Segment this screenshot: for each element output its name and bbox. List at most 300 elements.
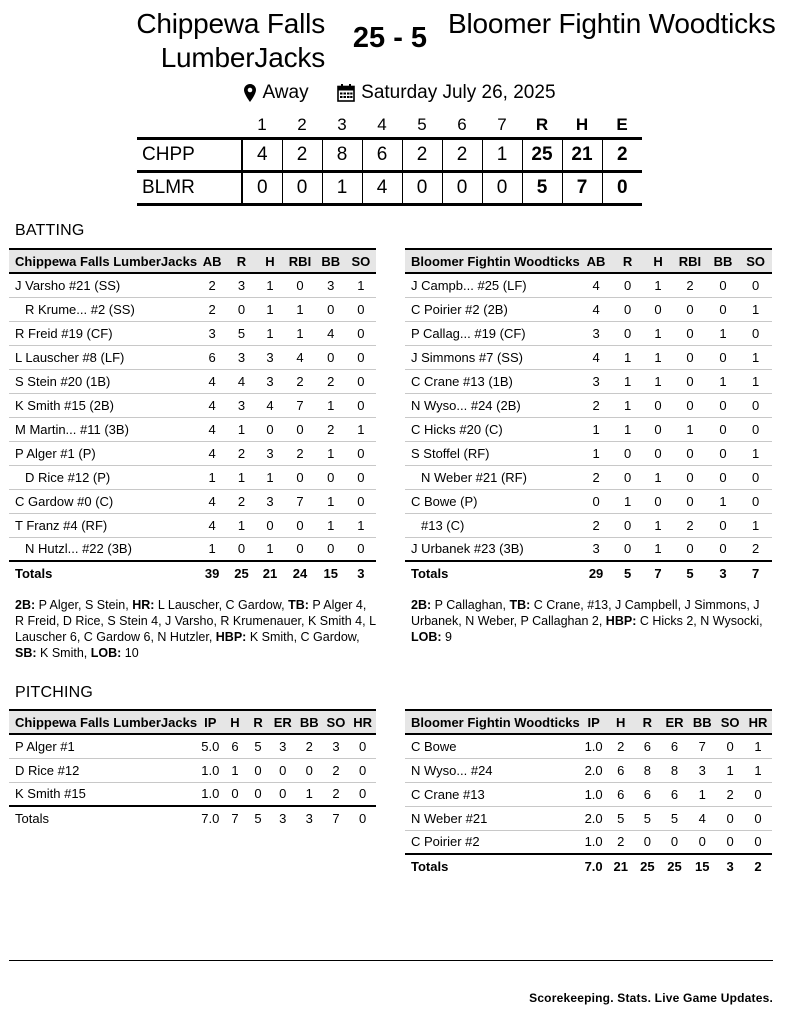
stat-cell: 2 [296, 734, 323, 758]
note-label: TB: [288, 598, 309, 612]
stat-cell: 3 [580, 369, 613, 393]
stat-cell: 1.0 [197, 758, 223, 782]
stat-cell: 2 [673, 273, 706, 297]
stat-cell: 2 [580, 513, 613, 537]
note-label: HBP: [605, 614, 637, 628]
game-date: Saturday July 26, 2025 [361, 82, 556, 103]
stat-cell: 1 [256, 273, 285, 297]
note-label: 2B: [411, 598, 432, 612]
stat-cell: 0 [673, 489, 706, 513]
stat-cell: 4 [688, 806, 716, 830]
stat-header: BB [296, 710, 323, 734]
player-name: L Lauscher #8 (LF) [9, 345, 197, 369]
stat-cell: 5.0 [197, 734, 223, 758]
total-cell: 7 [323, 806, 350, 830]
player-name: R Krume... #2 (SS) [9, 297, 197, 321]
stat-cell: 6 [223, 734, 246, 758]
stat-cell: 1 [316, 489, 346, 513]
note-text: P Alger 4, R Freid, D Rice, S Stein 4, J Varsho, R Krumenauer, K Smith 4, L Lauscher 6, C Gardow 6, N Hutzler, [15, 598, 376, 644]
inning-score: 6 [362, 138, 402, 171]
table-row [405, 734, 772, 758]
stat-cell: 0 [707, 537, 740, 561]
stat-header: RBI [673, 249, 706, 273]
stat-cell: 2 [739, 537, 772, 561]
player-name: C Crane #13 [405, 782, 580, 806]
inning-header: 7 [497, 115, 507, 135]
inning-header: 2 [297, 115, 307, 135]
team-name-header: Bloomer Fightin Woodticks [405, 249, 580, 273]
footer-divider [9, 960, 773, 961]
away-batting-notes [411, 597, 773, 645]
total-cell: 3 [296, 806, 323, 830]
line-score-row [137, 171, 642, 204]
stat-cell: 3 [688, 758, 716, 782]
table-row [9, 321, 376, 345]
stat-header: SO [739, 249, 772, 273]
pitching-header-row [405, 710, 772, 734]
stat-cell: 0 [349, 782, 376, 806]
stat-header: BB [688, 710, 716, 734]
stat-cell: 1 [643, 321, 673, 345]
stat-cell: 0 [673, 297, 706, 321]
stat-cell: 4 [197, 441, 227, 465]
stat-header: HR [349, 710, 376, 734]
stat-cell: 6 [607, 782, 634, 806]
table-row [405, 782, 772, 806]
table-row [9, 465, 376, 489]
note-label: SB: [15, 646, 37, 660]
total-hits: 7 [562, 171, 602, 204]
stat-cell: 2 [673, 513, 706, 537]
stat-cell: 0 [612, 297, 642, 321]
home-pitching-rows [9, 734, 376, 806]
total-cell: 5 [247, 806, 270, 830]
stat-cell: 0 [739, 273, 772, 297]
stat-cell: 1 [256, 537, 285, 561]
stat-cell: 1 [612, 417, 642, 441]
stat-cell: 1 [256, 297, 285, 321]
stat-cell: 0 [612, 465, 642, 489]
stat-cell: 0 [346, 393, 376, 417]
table-row [9, 369, 376, 393]
stat-cell: 0 [643, 417, 673, 441]
stat-cell: 4 [580, 297, 613, 321]
inning-header: 6 [457, 115, 467, 135]
stat-cell: 6 [607, 758, 634, 782]
stat-cell: 0 [227, 537, 256, 561]
inning-score: 4 [362, 171, 402, 204]
stat-cell: 0 [284, 537, 315, 561]
player-name: N Wyso... #24 [405, 758, 580, 782]
home-batting-rows [9, 273, 376, 561]
inning-score: 0 [442, 171, 482, 204]
table-row [9, 513, 376, 537]
stat-cell: 0 [673, 369, 706, 393]
player-name: J Urbanek #23 (3B) [405, 537, 580, 561]
stat-cell: 0 [346, 441, 376, 465]
stat-header: AB [197, 249, 227, 273]
stat-header: HR [744, 710, 772, 734]
final-score: 25 - 5 [352, 22, 428, 54]
stat-cell: 4 [197, 417, 227, 441]
stat-cell: 3 [270, 734, 296, 758]
stat-cell: 0 [612, 537, 642, 561]
note-label: LOB: [90, 646, 122, 660]
stat-cell: 0 [247, 782, 270, 806]
total-cell: 21 [607, 854, 634, 878]
stat-cell: 0 [643, 441, 673, 465]
player-name: S Stein #20 (1B) [9, 369, 197, 393]
totals-label: Totals [9, 806, 197, 830]
note-text: C Hicks 2, N Wysocki, [636, 614, 763, 628]
total-cell: 15 [316, 561, 346, 585]
note-label: HR: [132, 598, 155, 612]
stat-cell: 1 [643, 345, 673, 369]
stat-cell: 0 [739, 465, 772, 489]
stat-cell: 0 [580, 489, 613, 513]
stat-cell: 1 [643, 369, 673, 393]
stat-cell: 1 [643, 537, 673, 561]
player-name: J Simmons #7 (SS) [405, 345, 580, 369]
player-name: D Rice #12 (P) [9, 465, 197, 489]
note-text: K Smith, [36, 646, 91, 660]
table-row [405, 806, 772, 830]
note-text: P Callaghan, [431, 598, 510, 612]
team-abbrev: CHPP [137, 138, 242, 171]
stat-cell: 0 [744, 782, 772, 806]
totals-row [9, 561, 376, 585]
player-name: K Smith #15 (2B) [9, 393, 197, 417]
player-name: M Martin... #11 (3B) [9, 417, 197, 441]
stat-cell: 3 [227, 393, 256, 417]
stat-header: RBI [284, 249, 315, 273]
stat-cell: 0 [739, 321, 772, 345]
stat-cell: 0 [673, 321, 706, 345]
stat-header: R [634, 710, 661, 734]
totals-row [405, 854, 772, 878]
stat-cell: 1 [739, 369, 772, 393]
stat-cell: 7 [688, 734, 716, 758]
total-cell: 3 [707, 561, 740, 585]
calendar-icon [337, 84, 355, 102]
date-group [337, 80, 555, 106]
game-info [0, 80, 800, 110]
note-text: 10 [121, 646, 139, 660]
stat-cell: 0 [284, 273, 315, 297]
team-abbrev: BLMR [137, 171, 242, 204]
table-row [405, 273, 772, 297]
totals-label: Totals [405, 561, 580, 585]
stat-cell: 1 [707, 321, 740, 345]
stat-cell: 1 [316, 441, 346, 465]
total-cell: 25 [227, 561, 256, 585]
player-name: S Stoffel (RF) [405, 441, 580, 465]
stat-cell: 1.0 [580, 830, 608, 854]
stat-cell: 1.0 [580, 782, 608, 806]
player-name: #13 (C) [405, 513, 580, 537]
note-text: L Lauscher, C Gardow, [154, 598, 289, 612]
table-row [405, 321, 772, 345]
stat-cell: 1 [612, 369, 642, 393]
inning-score: 8 [322, 138, 362, 171]
stat-cell: 1 [716, 758, 744, 782]
stat-cell: 1 [643, 465, 673, 489]
stat-cell: 4 [197, 513, 227, 537]
stat-cell: 0 [284, 513, 315, 537]
player-name: T Franz #4 (RF) [9, 513, 197, 537]
stat-cell: 1 [643, 513, 673, 537]
player-name: C Hicks #20 (C) [405, 417, 580, 441]
note-label: TB: [509, 598, 531, 612]
stat-cell: 4 [284, 345, 315, 369]
stat-header: BB [316, 249, 346, 273]
stat-cell: 0 [707, 417, 740, 441]
inning-score: 2 [402, 138, 442, 171]
team-name-header: Bloomer Fightin Woodticks [405, 710, 580, 734]
inning-score: 1 [322, 171, 362, 204]
stat-cell: 1 [197, 465, 227, 489]
inning-header: 1 [257, 115, 267, 135]
stat-cell: 1 [223, 758, 246, 782]
stat-cell: 0 [673, 345, 706, 369]
line-score-row [137, 138, 642, 171]
stat-cell: 4 [580, 345, 613, 369]
table-row [9, 734, 376, 758]
stat-cell: 0 [316, 297, 346, 321]
stat-cell: 2 [607, 734, 634, 758]
team-name-header: Chippewa Falls LumberJacks [9, 249, 197, 273]
stat-cell: 4 [197, 369, 227, 393]
stat-cell: 2 [316, 369, 346, 393]
totals-row [9, 806, 376, 830]
stat-cell: 1 [744, 758, 772, 782]
stat-cell: 3 [197, 321, 227, 345]
stat-cell: 0 [643, 393, 673, 417]
away-pitching-table [405, 709, 772, 878]
inning-score: 2 [282, 138, 322, 171]
stat-cell: 1.0 [580, 734, 608, 758]
stat-cell: 4 [580, 273, 613, 297]
table-row [9, 297, 376, 321]
total-cell: 25 [634, 854, 661, 878]
stat-header: SO [323, 710, 350, 734]
stat-cell: 0 [612, 273, 642, 297]
stat-cell: 1 [739, 297, 772, 321]
stat-cell: 0 [707, 345, 740, 369]
table-row [405, 758, 772, 782]
total-errors: 0 [602, 171, 642, 204]
table-row [9, 273, 376, 297]
total-cell: 2 [744, 854, 772, 878]
stat-cell: 0 [661, 830, 689, 854]
stat-cell: 0 [284, 465, 315, 489]
stat-cell: 2 [284, 441, 315, 465]
stat-cell: 2 [607, 830, 634, 854]
stat-cell: 2 [284, 369, 315, 393]
total-cell: 3 [270, 806, 296, 830]
player-name: J Varsho #21 (SS) [9, 273, 197, 297]
player-name: C Crane #13 (1B) [405, 369, 580, 393]
stat-cell: 1 [227, 465, 256, 489]
table-row [405, 537, 772, 561]
stat-header: ER [270, 710, 296, 734]
table-row [405, 489, 772, 513]
stat-cell: 0 [316, 345, 346, 369]
stat-cell: 1 [227, 513, 256, 537]
stat-header: AB [580, 249, 613, 273]
total-cell: 7.0 [580, 854, 608, 878]
stat-cell: 2 [580, 465, 613, 489]
table-row [405, 830, 772, 854]
stat-cell: 1 [227, 417, 256, 441]
stat-cell: 1 [316, 513, 346, 537]
stat-cell: 0 [739, 489, 772, 513]
player-name: C Gardow #0 (C) [9, 489, 197, 513]
total-cell: 39 [197, 561, 227, 585]
away-pitching-rows [405, 734, 772, 854]
stat-cell: 1 [580, 441, 613, 465]
away-batting-rows [405, 273, 772, 561]
player-name: N Hutzl... #22 (3B) [9, 537, 197, 561]
total-cell: 7.0 [197, 806, 223, 830]
stat-cell: 0 [346, 297, 376, 321]
stat-cell: 1 [346, 513, 376, 537]
stat-cell: 0 [227, 297, 256, 321]
stat-cell: 1 [580, 417, 613, 441]
away-batting-table [405, 248, 772, 585]
inning-score: 0 [282, 171, 322, 204]
batting-header-row [9, 249, 376, 273]
stat-cell: 1 [707, 369, 740, 393]
stat-cell: 6 [661, 734, 689, 758]
table-row [405, 369, 772, 393]
total-cell: 25 [661, 854, 689, 878]
stat-cell: 4 [197, 393, 227, 417]
note-label: 2B: [15, 598, 36, 612]
pitching-heading: PITCHING [15, 684, 94, 701]
stat-cell: 0 [284, 417, 315, 441]
stat-header: IP [197, 710, 223, 734]
total-runs: 5 [522, 171, 562, 204]
stat-cell: 6 [634, 782, 661, 806]
inning-score: 1 [482, 138, 522, 171]
stat-cell: 5 [247, 734, 270, 758]
stat-cell: 0 [270, 782, 296, 806]
table-row [9, 489, 376, 513]
stat-cell: 3 [256, 489, 285, 513]
table-row [9, 393, 376, 417]
home-batting-totals [9, 561, 376, 585]
total-runs: 25 [522, 138, 562, 171]
stat-header: IP [580, 710, 608, 734]
totals-label: Totals [405, 854, 580, 878]
stat-cell: 0 [707, 297, 740, 321]
stat-header: SO [346, 249, 376, 273]
player-name: N Weber #21 [405, 806, 580, 830]
player-name: N Weber #21 (RF) [405, 465, 580, 489]
stat-cell: 3 [256, 369, 285, 393]
inning-header: 5 [417, 115, 427, 135]
home-pitching-totals [9, 806, 376, 830]
stat-cell: 3 [316, 273, 346, 297]
player-name: N Wyso... #24 (2B) [405, 393, 580, 417]
stat-cell: 3 [580, 321, 613, 345]
stat-header: H [256, 249, 285, 273]
total-hits: 21 [562, 138, 602, 171]
stat-cell: 1 [296, 782, 323, 806]
total-cell: 7 [643, 561, 673, 585]
stat-cell: 0 [673, 537, 706, 561]
stat-cell: 2.0 [580, 806, 608, 830]
stat-cell: 8 [661, 758, 689, 782]
total-cell: 21 [256, 561, 285, 585]
total-errors: 2 [602, 138, 642, 171]
stat-cell: 3 [256, 345, 285, 369]
stat-cell: 1 [707, 489, 740, 513]
home-pitching-table [9, 709, 376, 830]
stat-cell: 0 [739, 393, 772, 417]
line-score-table [137, 114, 642, 206]
game-location: Away [262, 82, 309, 103]
table-row [9, 537, 376, 561]
stat-cell: 1 [688, 782, 716, 806]
total-cell: 3 [346, 561, 376, 585]
stat-header: H [643, 249, 673, 273]
stat-cell: 6 [634, 734, 661, 758]
stat-header: SO [716, 710, 744, 734]
table-row [405, 465, 772, 489]
stat-cell: 1 [739, 441, 772, 465]
stat-header: H [607, 710, 634, 734]
stat-cell: 3 [227, 345, 256, 369]
player-name: C Bowe [405, 734, 580, 758]
stat-cell: 1 [346, 417, 376, 441]
player-name: C Poirier #2 (2B) [405, 297, 580, 321]
total-cell: 24 [284, 561, 315, 585]
stat-cell: 8 [634, 758, 661, 782]
stat-cell: 1 [316, 393, 346, 417]
stat-cell: 0 [707, 441, 740, 465]
stat-cell: 0 [707, 513, 740, 537]
inning-score: 0 [482, 171, 522, 204]
stat-cell: 2 [580, 393, 613, 417]
batting-heading: BATTING [15, 222, 85, 239]
stat-cell: 5 [634, 806, 661, 830]
table-row [405, 513, 772, 537]
stat-cell: 0 [346, 321, 376, 345]
stat-cell: 6 [197, 345, 227, 369]
table-row [405, 441, 772, 465]
stat-header: ER [661, 710, 689, 734]
player-name: P Callag... #19 (CF) [405, 321, 580, 345]
stat-cell: 1 [739, 513, 772, 537]
stat-cell: 0 [346, 489, 376, 513]
total-cell: 5 [612, 561, 642, 585]
inning-score: 0 [242, 171, 282, 204]
stat-cell: 0 [716, 734, 744, 758]
stat-cell: 0 [673, 393, 706, 417]
stat-cell: 4 [197, 489, 227, 513]
stat-cell: 1.0 [197, 782, 223, 806]
stat-cell: 0 [256, 513, 285, 537]
line-score-header [137, 114, 642, 138]
stat-cell: 0 [707, 393, 740, 417]
home-batting-table [9, 248, 376, 585]
player-name: K Smith #15 [9, 782, 197, 806]
stat-cell: 0 [673, 441, 706, 465]
stat-cell: 3 [227, 273, 256, 297]
stat-cell: 0 [707, 465, 740, 489]
